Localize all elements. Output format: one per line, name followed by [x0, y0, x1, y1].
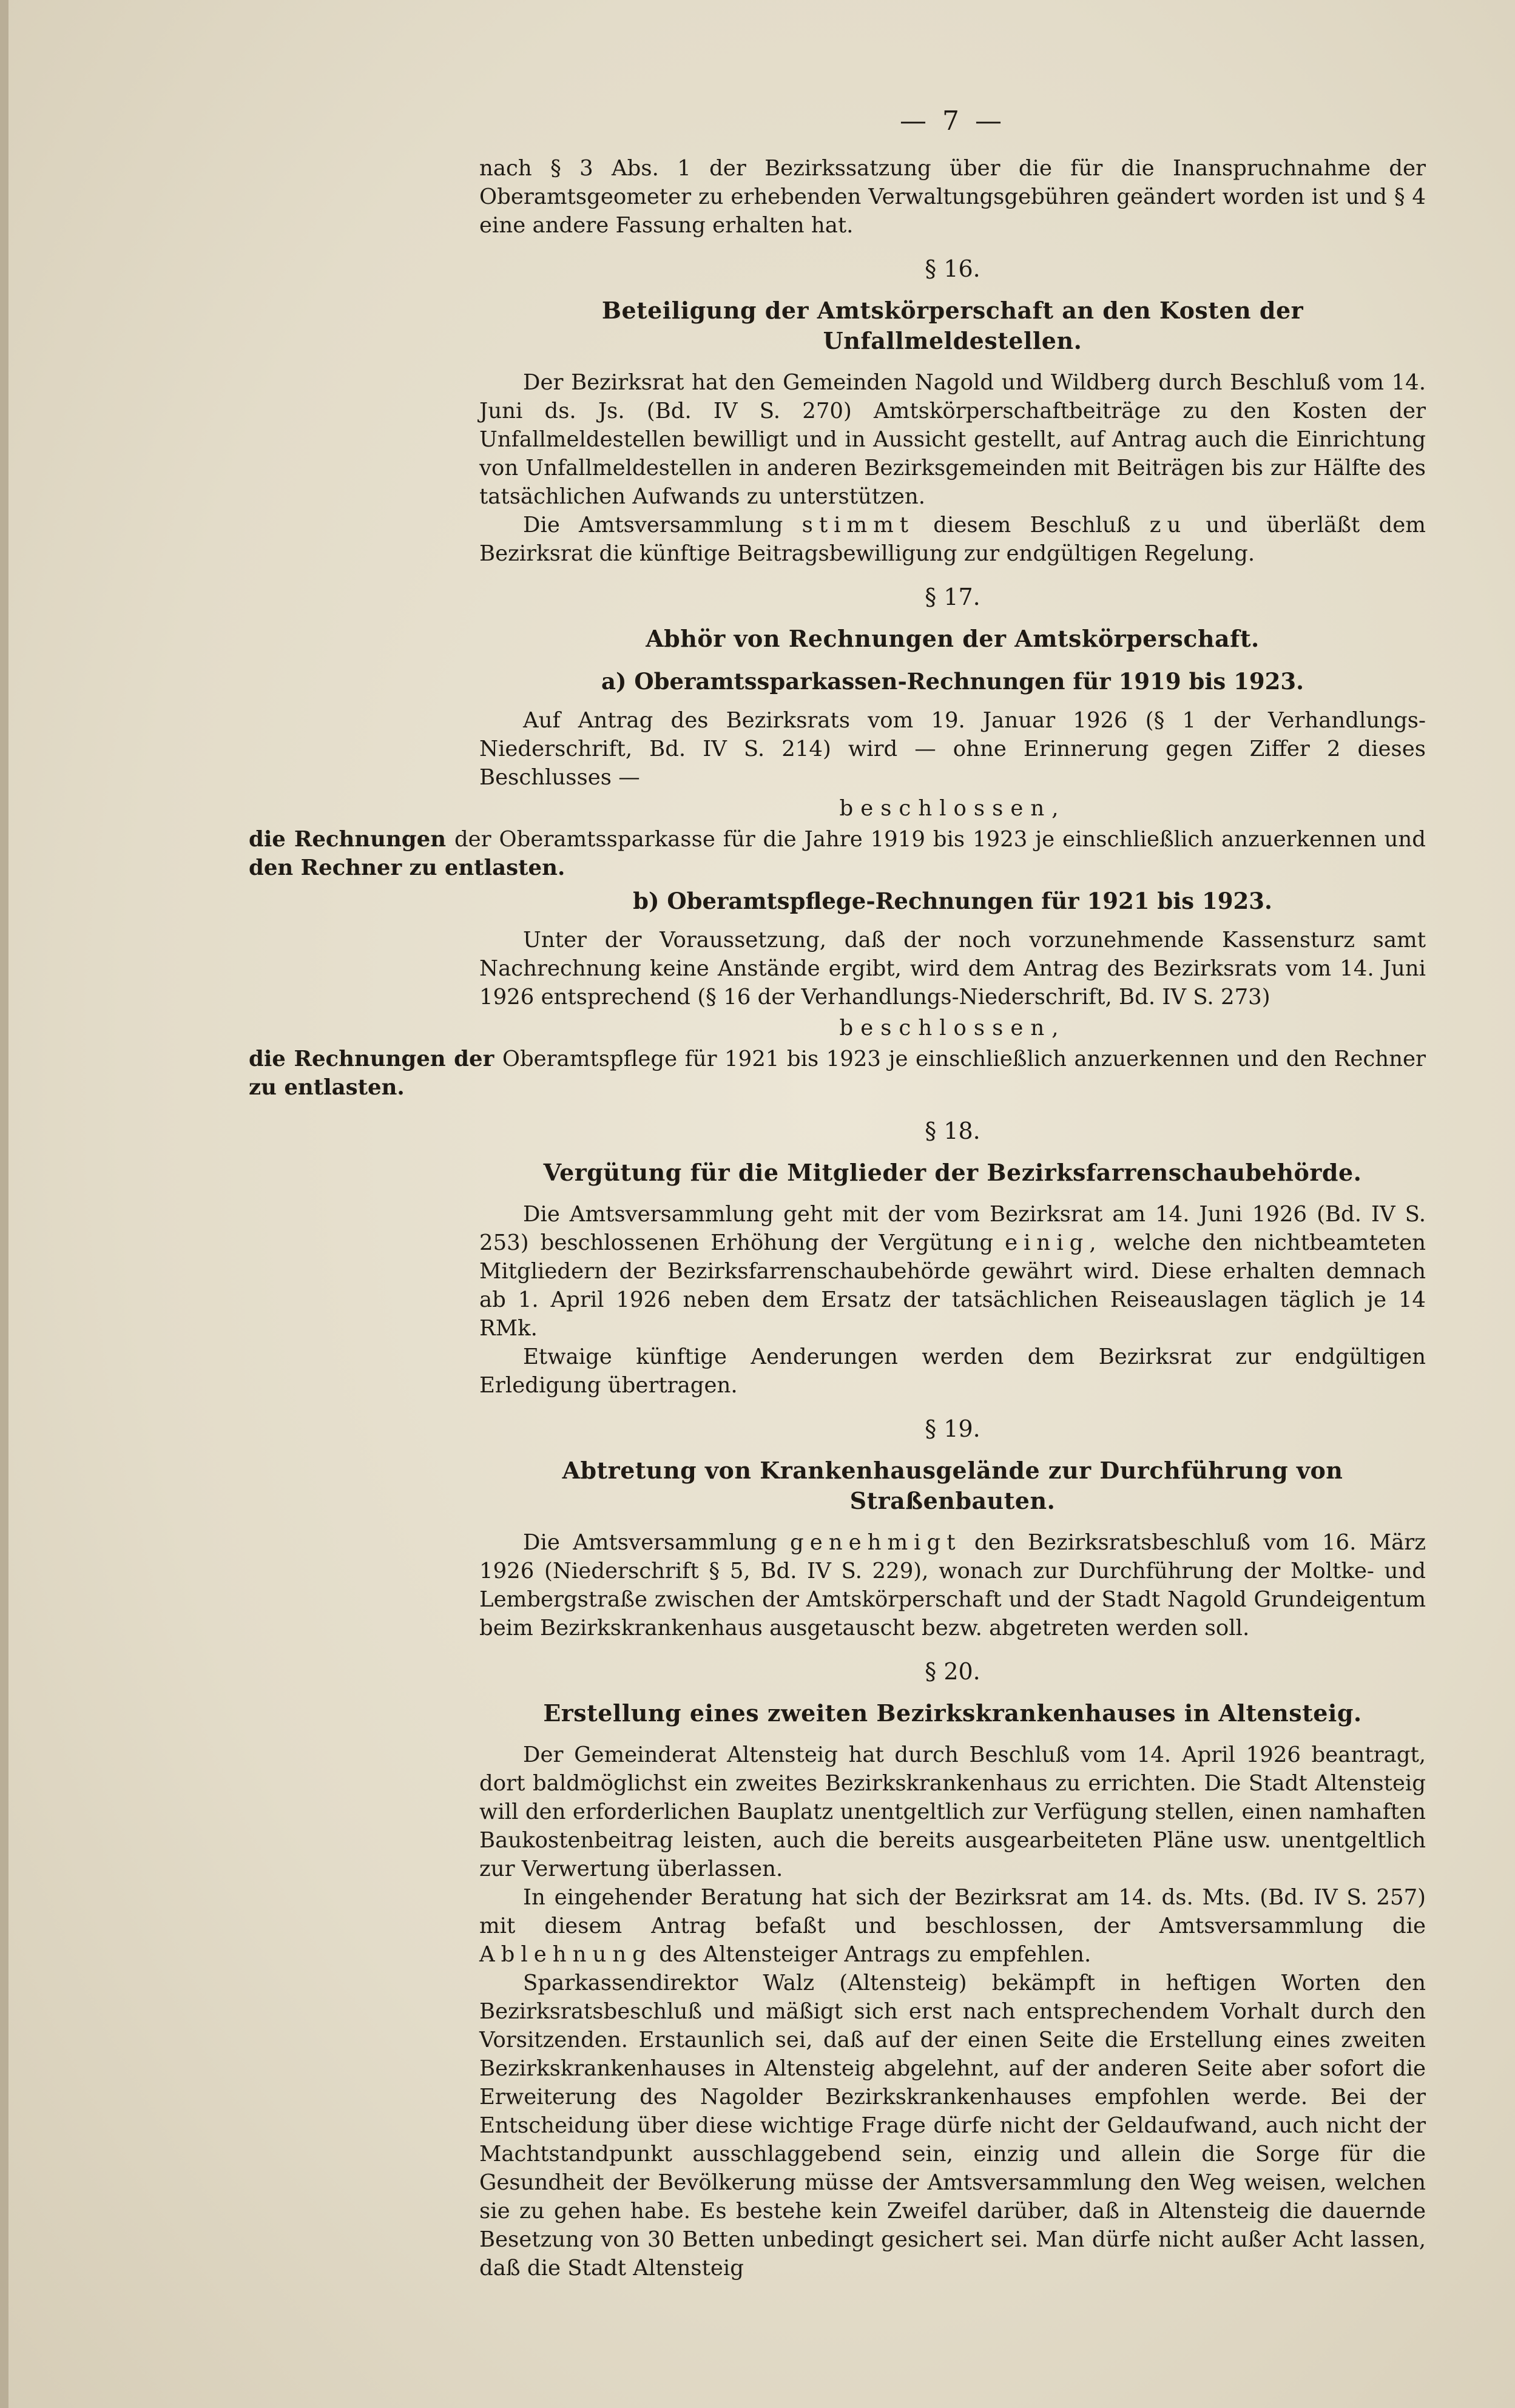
- section-20-paragraph-3: Sparkassendirektor Walz (Altensteig) bekämpft in heftigen Worten den Bezirksratsbeschluß und mäßigt sich erst nach entsprechendem Vorhalt durch den Vorsitzenden. Erstaunlich sei, daß auf der einen Seite die Erstellung eines zweiten Bezirkskrankenhauses in Altensteig abgelehnt, auf der anderen Seite aber sofort die Erweiterung des Nagolder Bezirkskrankenhauses empfohlen werde. Bei der Entscheidung über diese wichtige Frage dürfe nicht der Geldaufwand, auch nicht der Machtstandpunkt ausschlaggebend sein, einzig und allein die Sorge für die Gesundheit der Bevölkerung müsse der Amtsversammlung den Weg weisen, welchen sie zu gehen habe. Es bestehe kein Zweifel darüber, daß in Altensteig die dauernde Besetzung von 30 Betten unbedingt gesichert sei. Man dürfe nicht außer Acht lassen, daß die Stadt Altensteig: [479, 1971, 1426, 2281]
- section-19-number: § 19.: [925, 1415, 980, 1442]
- section-17a-subtitle: a) Oberamtssparkassen-Rechnungen für 1919 bis 1923.: [601, 668, 1304, 695]
- section-20-title: Erstellung eines zweiten Bezirkskrankenhauses in Altensteig.: [543, 1699, 1362, 1727]
- section-17b-paragraph: Unter der Voraussetzung, daß der noch vorzunehmende Kassensturz samt Nachrechnung keine Anstände ergibt, wird dem Antrag des Bezirksrats vom 14. Juni 1926 entsprechend (§ 16 der Verhandlungs-Niederschrift, Bd. IV S. 273): [479, 928, 1426, 1010]
- emphasis-stimmt: stimmt: [801, 513, 915, 538]
- section-17b-beschlossen: beschlossen,: [839, 1016, 1066, 1040]
- section-17a-paragraph: Auf Antrag des Bezirksrats vom 19. Januar 1926 (§ 1 der Verhandlungs-Niederschrift, Bd. IV S. 214) wird — ohne Erinnerung gegen Ziffer 2 dieses Beschlusses —: [479, 708, 1426, 790]
- section-17-number: § 17.: [925, 584, 980, 610]
- section-16-paragraph-2: Die Amtsversammlung stimmt diesem Beschluß zu und überläßt dem Bezirksrat die künftige Beitragsbewilligung zur endgültigen Regelung.: [479, 513, 1426, 566]
- section-17a-resolution: die Rechnungen der Oberamtssparkasse für die Jahre 1919 bis 1923 je einschließlich anzuerkennen und den Rechner zu entlasten.: [249, 827, 1426, 880]
- text-column: [249, 103, 1426, 2282]
- section-19-paragraph-1: Die Amtsversammlung genehmigt den Bezirksratsbeschluß vom 16. März 1926 (Niederschrift § 5, Bd. IV S. 229), wonach zur Durchführung der Moltke- und Lembergstraße zwischen der Amtskörperschaft und der Stadt Nagold Grundeigentum beim Bezirkskrankenhaus ausgetauscht bezw. abgetreten werden soll.: [479, 1530, 1426, 1641]
- section-17b-subtitle: b) Oberamtspflege-Rechnungen für 1921 bis 1923.: [633, 888, 1272, 914]
- intro-paragraph: nach § 3 Abs. 1 der Bezirkssatzung über die für die Inanspruchnahme der Oberamtsgeometer zu erhebenden Verwaltungsgebühren geändert worden ist und § 4 eine andere Fassung erhalten hat.: [479, 156, 1426, 238]
- section-19-title: Abtretung von Krankenhausgelände zur Durchführung von Straßenbauten.: [562, 1457, 1343, 1514]
- emphasis-zu: zu: [1149, 513, 1187, 538]
- section-16-title: Beteiligung der Amtskörperschaft an den Kosten der Unfallmeldestellen.: [601, 297, 1304, 354]
- emphasis-genehmigt: genehmigt: [790, 1530, 962, 1555]
- emphasis-ablehnung: Ablehnung: [479, 1942, 652, 1967]
- page-number: — 7 —: [900, 106, 1005, 137]
- section-16-number: § 16.: [925, 255, 980, 282]
- section-20-number: § 20.: [925, 1658, 980, 1685]
- section-17a-beschlossen: beschlossen,: [839, 796, 1066, 821]
- section-20-paragraph-1: Der Gemeinderat Altensteig hat durch Beschluß vom 14. April 1926 beantragt, dort baldmöglichst ein zweites Bezirkskrankenhaus zu errichten. Die Stadt Altensteig will den erforderlichen Bauplatz unentgeltlich zur Verfügung stellen, einen namhaften Baukostenbeitrag leisten, auch die bereits ausgearbeiteten Pläne usw. unentgeltlich zur Verwertung überlassen.: [479, 1742, 1426, 1881]
- section-18-title: Vergütung für die Mitglieder der Bezirksfarrenschaubehörde.: [543, 1159, 1362, 1186]
- section-18-paragraph-1: Die Amtsversammlung geht mit der vom Bezirksrat am 14. Juni 1926 (Bd. IV S. 253) beschlossenen Erhöhung der Vergütung einig, welche den nichtbeamteten Mitgliedern der Bezirksfarrenschaubehörde gewährt wird. Diese erhalten demnach ab 1. April 1926 neben dem Ersatz der tatsächlichen Reiseauslagen täglich je 14 RMk.: [479, 1202, 1426, 1341]
- section-18-number: § 18.: [925, 1118, 980, 1144]
- section-17b-resolution: die Rechnungen der Oberamtspflege für 1921 bis 1923 je einschließlich anzuerkennen und den Rechner zu entlasten.: [249, 1047, 1426, 1100]
- section-20-paragraph-2: In eingehender Beratung hat sich der Bezirksrat am 14. ds. Mts. (Bd. IV S. 257) mit diesem Antrag befaßt und beschlossen, der Amtsversammlung die Ablehnung des Altensteiger Antrags zu empfehlen.: [479, 1885, 1426, 1967]
- section-18-paragraph-2: Etwaige künftige Aenderungen werden dem Bezirksrat zur endgültigen Erledigung übertragen.: [479, 1344, 1426, 1398]
- emphasis-einig: einig,: [1005, 1230, 1102, 1255]
- page-binding-edge: [0, 0, 8, 2408]
- section-16-paragraph-1: Der Bezirksrat hat den Gemeinden Nagold und Wildberg durch Beschluß vom 14. Juni ds. Js. (Bd. IV S. 270) Amtskörperschaftbeiträge zu den Kosten der Unfallmeldestellen bewilligt und in Aussicht gestellt, auf Antrag auch die Einrichtung von Unfallmeldestellen in anderen Bezirksgemeinden mit Beiträgen bis zur Hälfte des tatsächlichen Aufwands zu unterstützen.: [479, 370, 1426, 509]
- section-17-title: Abhör von Rechnungen der Amtskörperschaft.: [646, 625, 1260, 652]
